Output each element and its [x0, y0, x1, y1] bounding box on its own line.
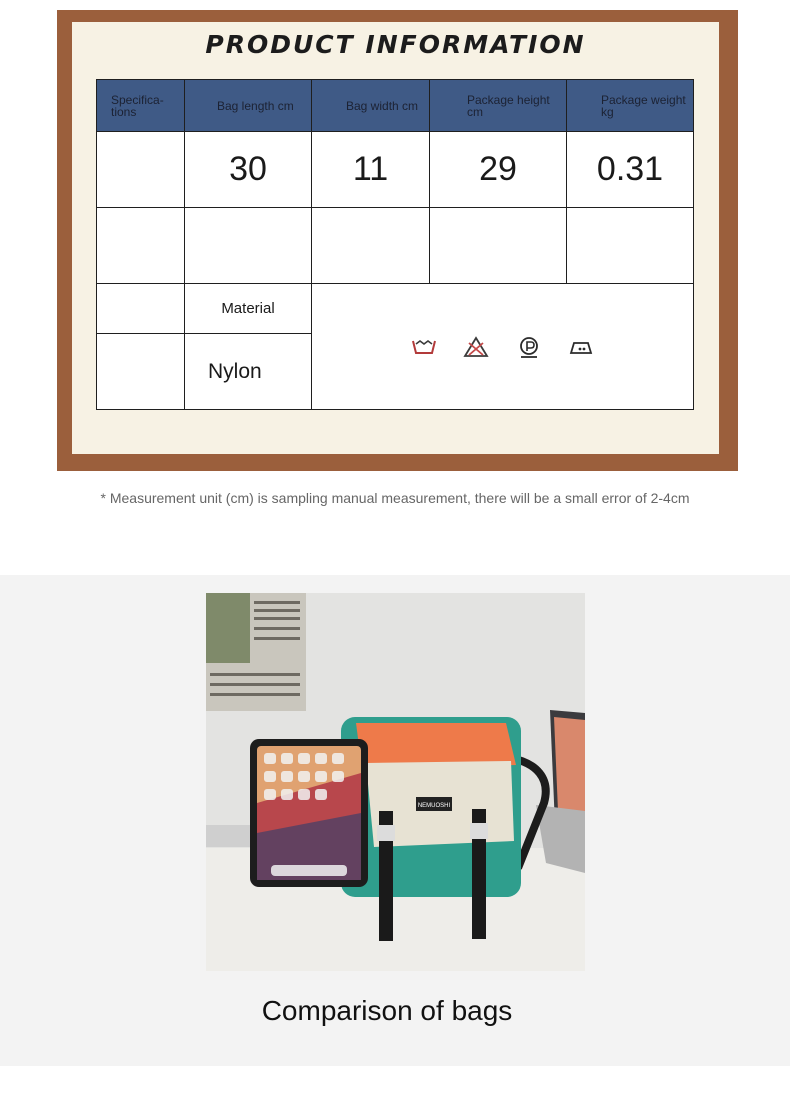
dry-clean-p-icon	[516, 335, 542, 359]
spec-table	[96, 79, 694, 410]
spec-value-row	[97, 132, 694, 208]
value-package-height: 29	[430, 132, 567, 208]
empty-cell	[97, 132, 185, 208]
empty-cell	[567, 208, 694, 284]
measurement-note: * Measurement unit (cm) is sampling manual measurement, there will be a small error of 2-4cm	[100, 490, 690, 506]
no-bleach-icon	[463, 335, 489, 359]
empty-cell	[430, 208, 567, 284]
material-label: Material	[185, 284, 312, 334]
comparison-caption: Comparison of bags	[261, 995, 513, 1026]
value-package-weight: 0.31	[567, 132, 694, 208]
spec-empty-row	[97, 208, 694, 284]
material-label-row	[97, 284, 694, 334]
header-package-weight: Package weight kg	[567, 80, 694, 132]
newspaper-image	[206, 593, 306, 711]
care-icons-cell	[312, 284, 694, 410]
empty-cell	[97, 208, 185, 284]
header-bag-width: Bag width cm	[312, 80, 430, 132]
bag-brand-label: NEMUOSHI	[417, 803, 451, 809]
keyboard-image	[206, 825, 254, 847]
empty-cell	[185, 208, 312, 284]
hand-wash-icon	[411, 335, 437, 359]
value-bag-width: 11	[312, 132, 430, 208]
value-bag-length: 30	[185, 132, 312, 208]
header-bag-length: Bag length cm	[185, 80, 312, 132]
empty-cell	[97, 284, 185, 334]
header-package-height: Package height cm	[430, 80, 567, 132]
material-value: Nylon	[185, 334, 312, 410]
spec-header-row	[97, 80, 694, 132]
iron-icon	[568, 335, 594, 359]
header-specifications: Specifica-tions	[97, 80, 185, 132]
comparison-photo	[206, 593, 585, 971]
tablet-image	[250, 739, 368, 887]
product-info-title: PRODUCT INFORMATION	[205, 30, 586, 59]
bag-tablet-scene	[206, 593, 585, 971]
empty-cell	[97, 334, 185, 410]
empty-cell	[312, 208, 430, 284]
